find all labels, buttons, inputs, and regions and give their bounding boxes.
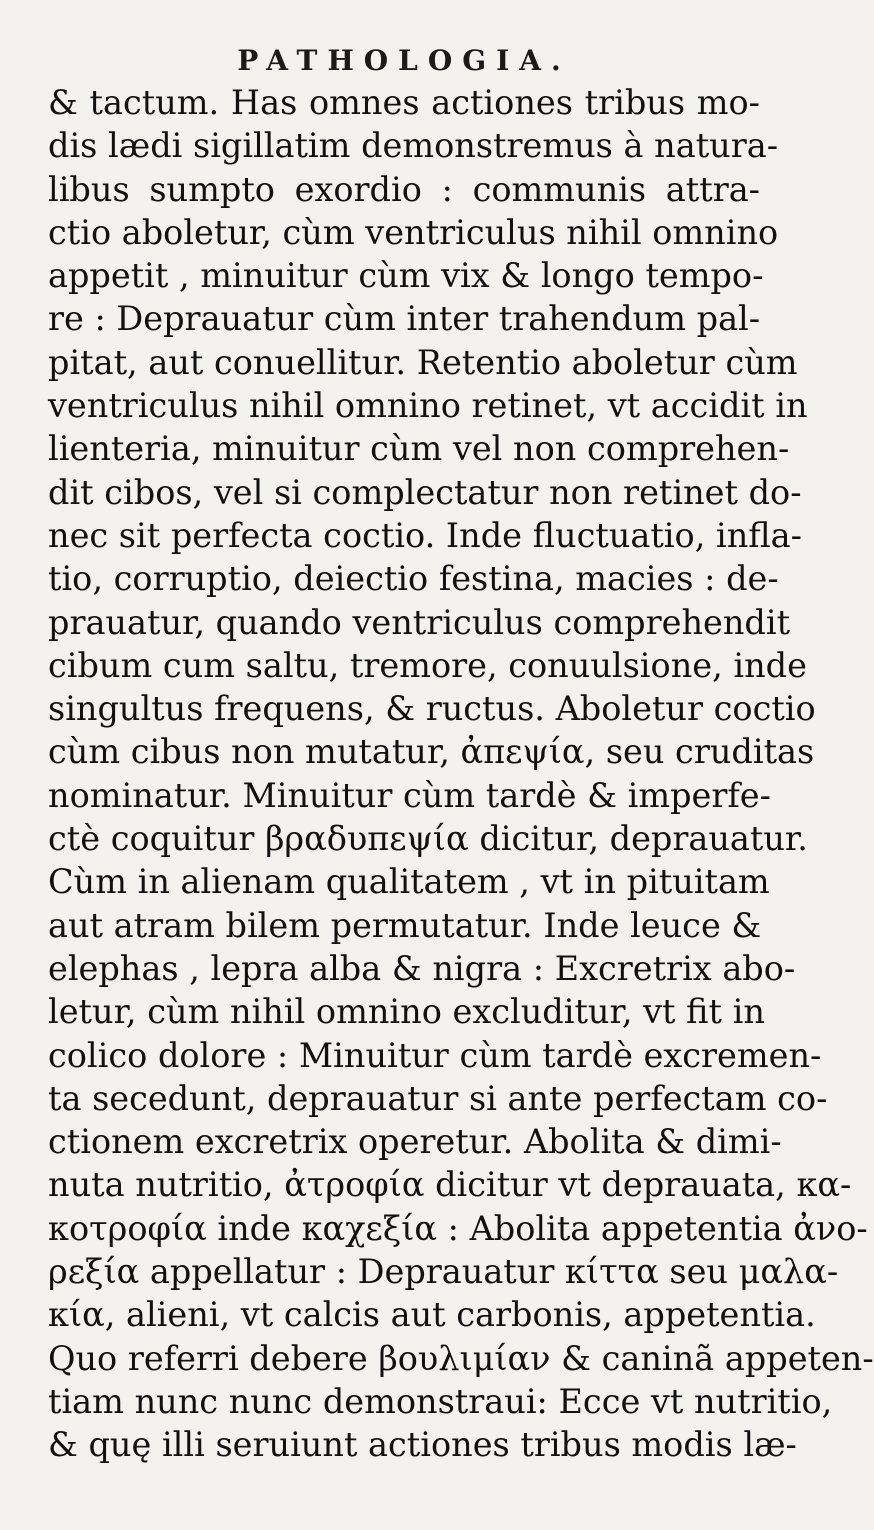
text-line: re : Deprauatur cùm inter trahendum pal- bbox=[48, 299, 761, 339]
text-line: ctio aboletur, cùm ventriculus nihil omnino bbox=[48, 212, 779, 252]
text-line: elephas , lepra alba & nigra : Excretrix abo- bbox=[48, 948, 796, 988]
running-head: PATHOLOGIA. bbox=[237, 44, 571, 77]
text-line: tio, corruptio, deiectio festina, macies : de- bbox=[48, 559, 779, 599]
text-line: appetit , minuitur cùm vix & longo tempo- bbox=[48, 256, 764, 296]
text-line: cibum cum saltu, tremore, conuulsione, inde bbox=[48, 645, 807, 685]
text-line: libus sumpto exordio : communis attra- bbox=[48, 169, 760, 209]
text-line: prauatur, quando ventriculus comprehendit bbox=[48, 602, 791, 642]
text-line: dis lædi sigillatim demonstremus à natura- bbox=[48, 126, 779, 166]
text-line: letur, cùm nihil omnino excluditur, vt fit in bbox=[48, 992, 765, 1032]
text-line: pitat, aut conuellitur. Retentio aboletur cùm bbox=[48, 342, 798, 382]
text-line: Quo referri debere βουλιμίαν & caninã appeten- bbox=[48, 1338, 874, 1378]
text-line: cùm cibus non mutatur, ἀπεψία, seu cruditas bbox=[48, 732, 815, 772]
text-line: dit cibos, vel si complectatur non retinet do- bbox=[48, 472, 802, 512]
text-line: & tactum. Has omnes actiones tribus mo- bbox=[48, 83, 760, 122]
text-line: singultus frequens, & ructus. Aboletur coctio bbox=[48, 689, 816, 729]
text-line: tiam nunc nunc demonstraui: Ecce vt nutritio, bbox=[48, 1381, 833, 1421]
text-line: Cùm in alienam qualitatem , vt in pituitam bbox=[48, 862, 770, 902]
text-line: nec sit perfecta coctio. Inde fluctuatio, infla- bbox=[48, 515, 802, 555]
body-text bbox=[48, 81, 874, 1467]
text-line: ventriculus nihil omnino retinet, vt accidit in bbox=[48, 386, 808, 426]
text-line: ta secedunt, deprauatur si ante perfectam co- bbox=[48, 1078, 828, 1118]
text-line: ctionem excretrix operetur. Abolita & dimi- bbox=[48, 1122, 782, 1162]
text-line: ctè coquitur βραδυπεψία dicitur, deprauatur. bbox=[48, 819, 808, 859]
text-line: nuta nutritio, ἀτροφία dicitur vt deprauata, κα- bbox=[48, 1165, 852, 1205]
text-line: & quę illi seruiunt actiones tribus modis læ- bbox=[48, 1425, 797, 1465]
text-line: aut atram bilem permutatur. Inde leuce & bbox=[48, 905, 762, 945]
text-line: lienteria, minuitur cùm vel non comprehen- bbox=[48, 429, 790, 469]
text-line: colico dolore : Minuitur cùm tardè excremen- bbox=[48, 1035, 822, 1075]
text-line: ρεξία appellatur : Deprauatur κίττα seu μαλα- bbox=[48, 1252, 839, 1292]
text-line: nominatur. Minuitur cùm tardè & imperfe- bbox=[48, 775, 771, 815]
text-line: κία, alieni, vt calcis aut carbonis, appetentia. bbox=[48, 1295, 816, 1335]
text-line: κοτροφία inde καχεξία : Abolita appetentia ἀνο- bbox=[48, 1208, 868, 1248]
